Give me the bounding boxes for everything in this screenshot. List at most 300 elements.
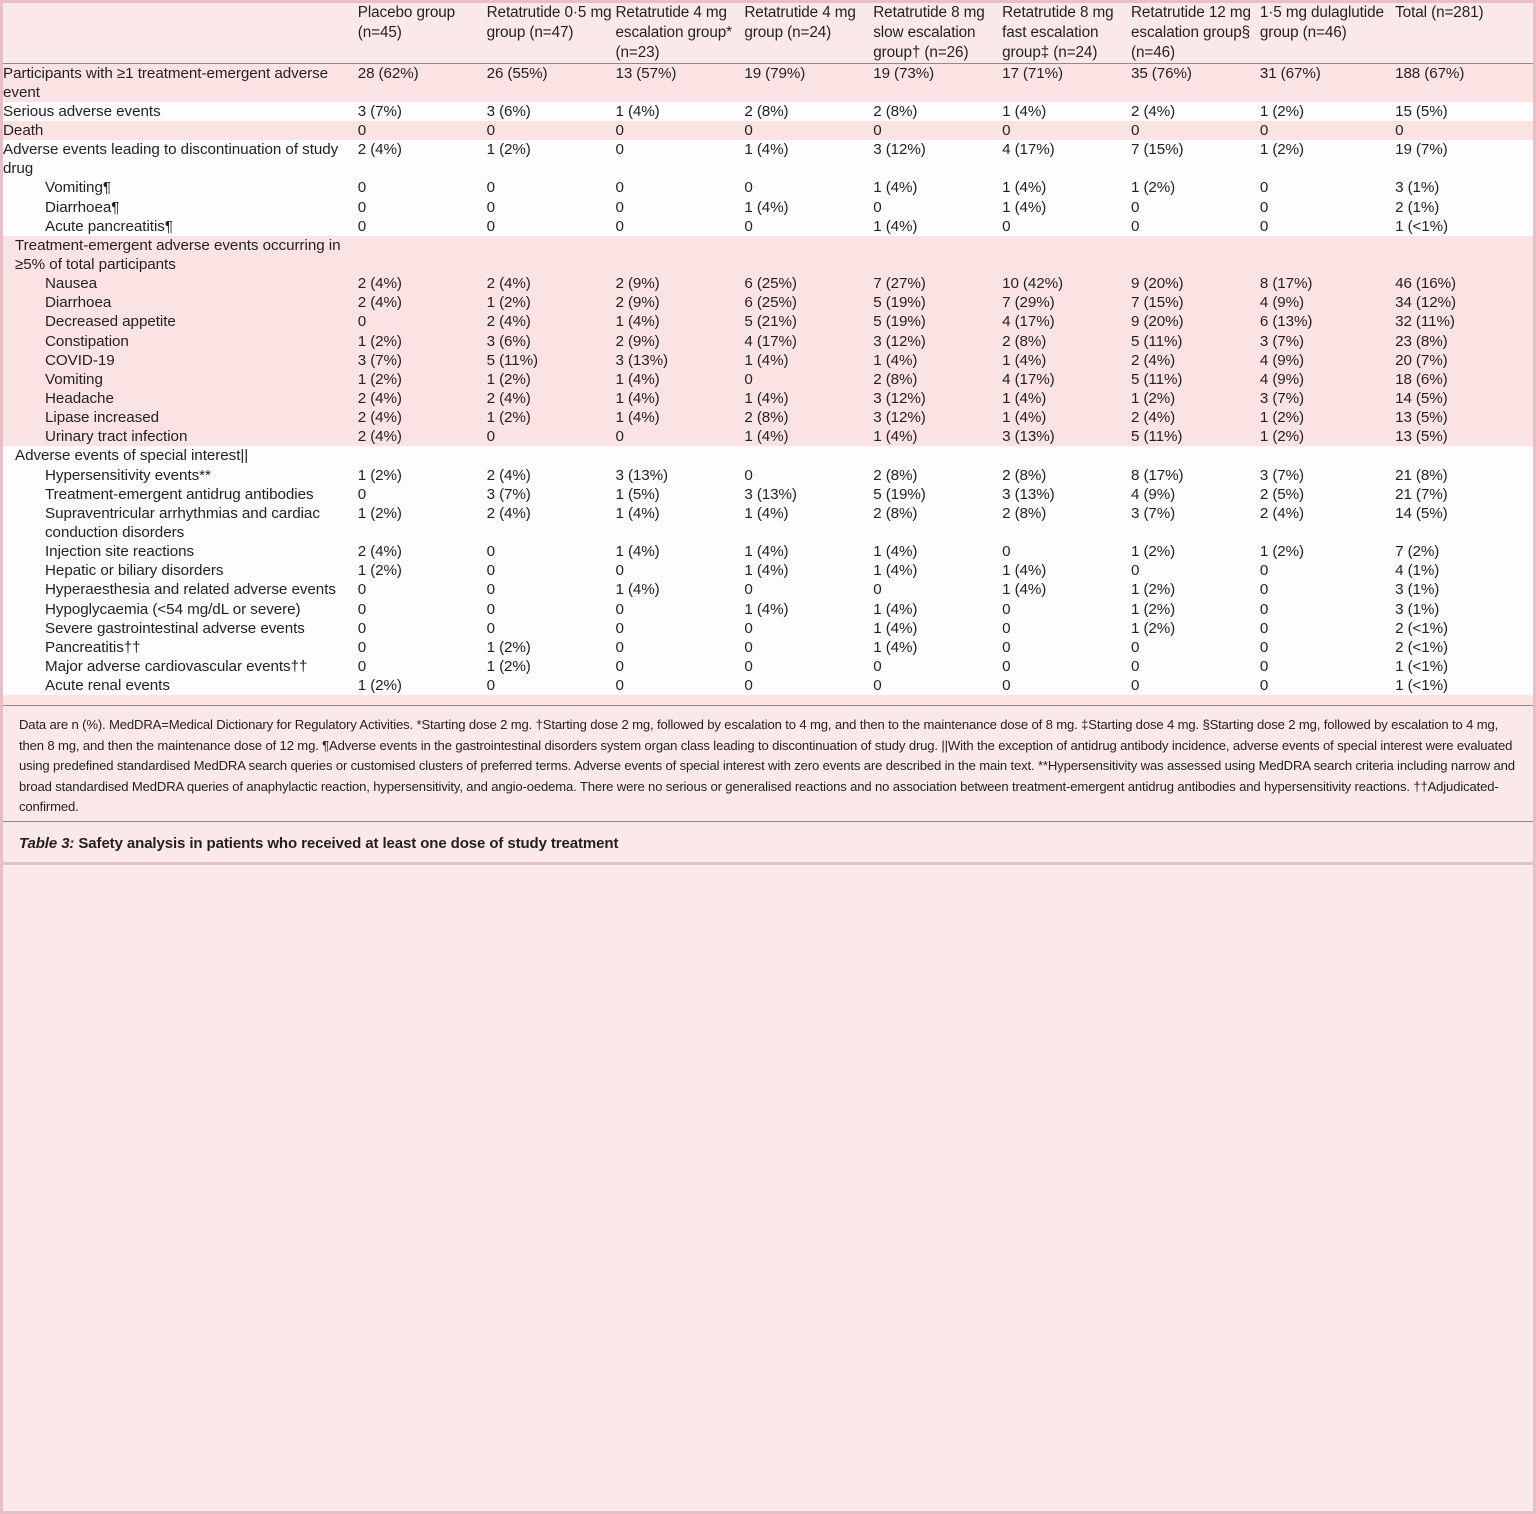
table-row: [3, 504, 1533, 542]
row-label: Constipation: [3, 332, 358, 351]
table-row: [3, 600, 1533, 619]
table-cell: 0: [1260, 580, 1395, 599]
column-header: Retatrutide 4 mg group (n=24): [744, 3, 873, 63]
table-cell: 0: [1395, 121, 1533, 140]
table-cell: 0: [1002, 657, 1131, 676]
table-cell: 19 (73%): [873, 63, 1002, 102]
table-cell: 5 (19%): [873, 312, 1002, 331]
table-cell: 0: [487, 676, 616, 695]
table-row: [3, 657, 1533, 676]
table-cell: 5 (11%): [1131, 332, 1260, 351]
table-cell: 3 (1%): [1395, 600, 1533, 619]
table-cell: 2 (4%): [358, 140, 487, 178]
table-cell: 7 (27%): [873, 274, 1002, 293]
table-cell: 1 (2%): [1131, 580, 1260, 599]
table-cell: 1 (2%): [358, 561, 487, 580]
table-row: [3, 63, 1533, 102]
table-cell: 1 (2%): [1260, 140, 1395, 178]
table-cell: 1 (4%): [744, 427, 873, 446]
table-cell: 1 (2%): [487, 657, 616, 676]
table-cell: 188 (67%): [1395, 63, 1533, 102]
table-cell: 0: [1260, 619, 1395, 638]
table-cell: 0: [1260, 198, 1395, 217]
column-header: Retatrutide 0·5 mg group (n=47): [487, 3, 616, 63]
table-cell: 2 (8%): [1002, 466, 1131, 485]
table-cell: 0: [358, 312, 487, 331]
table-cell: 1 (4%): [873, 638, 1002, 657]
table-row: [3, 198, 1533, 217]
table-cell: 1 (4%): [873, 561, 1002, 580]
table-cell: 1 (4%): [744, 198, 873, 217]
table-cell: 1 (4%): [744, 140, 873, 178]
table-row: [3, 408, 1533, 427]
table-section-row: [3, 446, 1533, 465]
table-cell: 0: [1260, 561, 1395, 580]
table-cell: 2 (8%): [1002, 332, 1131, 351]
table-cell: 0: [744, 676, 873, 695]
table-cell: 1 (4%): [1002, 178, 1131, 197]
table-cell: 1 (4%): [873, 427, 1002, 446]
table-cell: 1 (2%): [1260, 427, 1395, 446]
table-cell: 2 (9%): [615, 332, 744, 351]
row-label: Hepatic or biliary disorders: [3, 561, 358, 580]
section-label: Adverse events of special interest||: [3, 446, 358, 465]
table-cell: [1395, 446, 1533, 465]
row-label: Hypoglycaemia (<54 mg/dL or severe): [3, 600, 358, 619]
table-cell: 0: [358, 198, 487, 217]
table-cell: 0: [744, 580, 873, 599]
table-cell: 4 (17%): [1002, 312, 1131, 331]
table-cell: 3 (13%): [1002, 485, 1131, 504]
table-row: [3, 638, 1533, 657]
table-cell: 0: [1002, 619, 1131, 638]
table-cell: 3 (6%): [487, 102, 616, 121]
table-cell: 2 (8%): [744, 408, 873, 427]
table-cell: 1 (2%): [487, 140, 616, 178]
table-cell: 1 (4%): [744, 389, 873, 408]
table-cell: 1 (4%): [744, 542, 873, 561]
table-cell: 1 (4%): [1002, 102, 1131, 121]
table-cell: [487, 236, 616, 274]
table-cell: 1 (4%): [615, 370, 744, 389]
table-cell: 4 (17%): [1002, 370, 1131, 389]
table-body: [3, 63, 1533, 695]
table-cell: 1 (4%): [873, 542, 1002, 561]
table-cell: 0: [744, 217, 873, 236]
table-cell: 35 (76%): [1131, 63, 1260, 102]
table-cell: 4 (17%): [1002, 140, 1131, 178]
table-row: [3, 580, 1533, 599]
table-cell: 5 (11%): [1131, 370, 1260, 389]
table-cell: 1 (4%): [873, 619, 1002, 638]
table-cell: 2 (8%): [873, 102, 1002, 121]
table-cell: 2 (4%): [487, 274, 616, 293]
table-cell: 4 (1%): [1395, 561, 1533, 580]
table-cell: 3 (12%): [873, 140, 1002, 178]
table-row: [3, 561, 1533, 580]
table-cell: [873, 236, 1002, 274]
table-cell: [615, 446, 744, 465]
table-cell: 0: [1260, 217, 1395, 236]
row-label: Lipase increased: [3, 408, 358, 427]
table-row: [3, 676, 1533, 695]
table-row: [3, 389, 1533, 408]
table-cell: 0: [487, 580, 616, 599]
table-cell: 5 (19%): [873, 293, 1002, 312]
table-row: [3, 312, 1533, 331]
table-cell: 0: [1260, 178, 1395, 197]
table-cell: 1 (2%): [487, 293, 616, 312]
row-label: Decreased appetite: [3, 312, 358, 331]
table-cell: 2 (4%): [487, 504, 616, 542]
table-cell: [873, 446, 1002, 465]
table-cell: 15 (5%): [1395, 102, 1533, 121]
table-cell: 0: [744, 638, 873, 657]
table-cell: 20 (7%): [1395, 351, 1533, 370]
table-cell: 0: [615, 561, 744, 580]
table-cell: 13 (5%): [1395, 427, 1533, 446]
table-cell: 19 (79%): [744, 63, 873, 102]
table-cell: 0: [744, 619, 873, 638]
table-cell: 0: [1002, 676, 1131, 695]
table-cell: 6 (25%): [744, 293, 873, 312]
table-row: [3, 370, 1533, 389]
table-cell: 0: [1131, 676, 1260, 695]
table-cell: 8 (17%): [1260, 274, 1395, 293]
table-cell: 2 (4%): [487, 466, 616, 485]
table-row: [3, 332, 1533, 351]
table-cell: 3 (13%): [615, 351, 744, 370]
table-cell: 0: [873, 657, 1002, 676]
table-cell: 4 (9%): [1260, 293, 1395, 312]
table-cell: 5 (19%): [873, 485, 1002, 504]
caption-block: [3, 821, 1533, 862]
table-cell: 2 (4%): [1131, 102, 1260, 121]
table-cell: [1395, 236, 1533, 274]
table-cell: 1 (4%): [1002, 389, 1131, 408]
table-cell: 2 (4%): [358, 274, 487, 293]
table-cell: 1 (2%): [1131, 600, 1260, 619]
table-cell: 1 (2%): [1260, 408, 1395, 427]
table-cell: 0: [487, 121, 616, 140]
table-cell: 1 (4%): [1002, 408, 1131, 427]
table-cell: 0: [744, 657, 873, 676]
row-label: Nausea: [3, 274, 358, 293]
row-label: Vomiting¶: [3, 178, 358, 197]
table-cell: 6 (13%): [1260, 312, 1395, 331]
table-cell: 31 (67%): [1260, 63, 1395, 102]
table-cell: 34 (12%): [1395, 293, 1533, 312]
table-cell: 3 (7%): [358, 102, 487, 121]
table-cell: 3 (7%): [1131, 504, 1260, 542]
table-cell: 2 (9%): [615, 274, 744, 293]
row-label: COVID-19: [3, 351, 358, 370]
table-cell: 3 (7%): [1260, 389, 1395, 408]
caption-prefix: Table 3:: [19, 835, 75, 853]
table-cell: 0: [1131, 638, 1260, 657]
table-row: [3, 121, 1533, 140]
table-cell: 0: [1002, 638, 1131, 657]
table-cell: 14 (5%): [1395, 504, 1533, 542]
table-cell: 2 (4%): [1260, 504, 1395, 542]
table-cell: 0: [744, 466, 873, 485]
table-row: [3, 542, 1533, 561]
table-cell: 9 (20%): [1131, 274, 1260, 293]
table-cell: 0: [615, 217, 744, 236]
table-cell: 3 (12%): [873, 389, 1002, 408]
row-label: Urinary tract infection: [3, 427, 358, 446]
table-cell: 1 (4%): [615, 408, 744, 427]
table-cell: 4 (9%): [1131, 485, 1260, 504]
table-cell: 1 (4%): [873, 178, 1002, 197]
table-cell: 0: [615, 676, 744, 695]
table-cell: 6 (25%): [744, 274, 873, 293]
table-cell: 1 (4%): [615, 542, 744, 561]
table-cell: [1002, 446, 1131, 465]
table-cell: 0: [615, 140, 744, 178]
footnote-block: [3, 705, 1533, 821]
table-cell: 2 (5%): [1260, 485, 1395, 504]
table-cell: 1 (4%): [873, 217, 1002, 236]
row-label: Hypersensitivity events**: [3, 466, 358, 485]
table-cell: [358, 446, 487, 465]
table-cell: 13 (57%): [615, 63, 744, 102]
row-label: Major adverse cardiovascular events††: [3, 657, 358, 676]
table-caption: [19, 835, 1517, 852]
table-cell: 2 (8%): [873, 466, 1002, 485]
table-cell: 7 (29%): [1002, 293, 1131, 312]
table-cell: 0: [1002, 542, 1131, 561]
table-section-row: [3, 236, 1533, 274]
table-cell: 0: [1131, 657, 1260, 676]
table-cell: 32 (11%): [1395, 312, 1533, 331]
table-cell: 0: [1131, 561, 1260, 580]
table-cell: 1 (4%): [873, 600, 1002, 619]
table-cell: 0: [744, 121, 873, 140]
table-cell: 17 (71%): [1002, 63, 1131, 102]
table-bottom-spacer: [3, 695, 1533, 705]
table-cell: 1 (4%): [1002, 580, 1131, 599]
table-cell: 3 (1%): [1395, 178, 1533, 197]
table-cell: 0: [615, 198, 744, 217]
table-row: [3, 293, 1533, 312]
table-cell: 2 (8%): [873, 504, 1002, 542]
table-row: [3, 351, 1533, 370]
table-cell: 3 (7%): [1260, 466, 1395, 485]
table-cell: 2 (4%): [358, 293, 487, 312]
table-cell: 26 (55%): [487, 63, 616, 102]
footnote-text: Data are n (%). MedDRA=Medical Dictionary for Regulatory Activities. *Starting dose 2 mg. †Starting dose 2 mg, followed by escalation to 4 mg, and then to the maintenance dose of 8 mg. ‡Starting dose 4 mg. §Starting dose 2 mg, followed by escalation to 4 mg, then 8 mg, and then the maintenance dose of 12 mg. ¶Adverse events in the gastrointestinal disorders system organ class leading to discontinuation of study drug. ||With the exception of antidrug antibody incidence, adverse events of special interest were evaluated using predefined standardised MedDRA search queries or customised clusters of preferred terms. Adverse events of special interest with zero events are described in the main text. **Hypersensitivity was assessed using MedDRA search criteria including narrow and broad standardised MedDRA queries of anaphylactic reaction, hypersensitivity, and angio-oedema. There were no serious or generalised reactions and no association between treatment-emergent antidrug antibodies and hypersensitivity reactions. ††Adjudicated-confirmed.: [19, 717, 1515, 814]
table-cell: 0: [358, 657, 487, 676]
table-cell: [1131, 236, 1260, 274]
table-cell: 2 (9%): [615, 293, 744, 312]
table-cell: 1 (2%): [1131, 389, 1260, 408]
table-cell: [1131, 446, 1260, 465]
table-cell: 3 (13%): [744, 485, 873, 504]
table-cell: 1 (4%): [744, 504, 873, 542]
section-label: Treatment-emergent adverse events occurring in ≥5% of total participants: [3, 236, 358, 274]
table-cell: 2 (8%): [744, 102, 873, 121]
table-cell: 1 (<1%): [1395, 217, 1533, 236]
row-label: Severe gastrointestinal adverse events: [3, 619, 358, 638]
table-cell: 14 (5%): [1395, 389, 1533, 408]
table-cell: 9 (20%): [1131, 312, 1260, 331]
table-cell: 0: [873, 580, 1002, 599]
table-cell: 1 (<1%): [1395, 676, 1533, 695]
table-cell: 0: [615, 178, 744, 197]
table-cell: 0: [1260, 657, 1395, 676]
table-cell: [487, 446, 616, 465]
table-cell: 1 (2%): [1260, 102, 1395, 121]
table-cell: [744, 446, 873, 465]
table-cell: 2 (1%): [1395, 198, 1533, 217]
table-cell: 2 (4%): [358, 542, 487, 561]
table-cell: 0: [1131, 217, 1260, 236]
table-cell: 4 (17%): [744, 332, 873, 351]
table-cell: 0: [487, 178, 616, 197]
table-cell: 18 (6%): [1395, 370, 1533, 389]
table-row: [3, 178, 1533, 197]
table-cell: 1 (4%): [1002, 198, 1131, 217]
table-row: [3, 619, 1533, 638]
table-cell: 1 (4%): [615, 504, 744, 542]
column-header: Retatrutide 12 mg escalation group§ (n=46): [1131, 3, 1260, 63]
table-cell: 0: [1260, 121, 1395, 140]
table-cell: 0: [358, 600, 487, 619]
table-cell: 0: [1260, 600, 1395, 619]
table-cell: 46 (16%): [1395, 274, 1533, 293]
row-label: Adverse events leading to discontinuation of study drug: [3, 140, 358, 178]
table-cell: 1 (2%): [1131, 178, 1260, 197]
table-cell: 2 (<1%): [1395, 638, 1533, 657]
table-cell: 0: [487, 427, 616, 446]
table-cell: 1 (4%): [744, 600, 873, 619]
table-cell: 0: [615, 638, 744, 657]
column-header-blank: [3, 3, 358, 63]
table-cell: 10 (42%): [1002, 274, 1131, 293]
table-cell: 23 (8%): [1395, 332, 1533, 351]
row-label: Serious adverse events: [3, 102, 358, 121]
table-cell: 5 (11%): [487, 351, 616, 370]
table-cell: 0: [873, 198, 1002, 217]
table-cell: 1 (2%): [487, 370, 616, 389]
table-cell: 3 (13%): [1002, 427, 1131, 446]
table-cell: 3 (7%): [358, 351, 487, 370]
table-cell: 3 (12%): [873, 332, 1002, 351]
row-label: Pancreatitis††: [3, 638, 358, 657]
column-header: Placebo group (n=45): [358, 3, 487, 63]
table-cell: 0: [487, 619, 616, 638]
table-header: [3, 3, 1533, 63]
table-row: [3, 274, 1533, 293]
table-cell: 2 (4%): [358, 427, 487, 446]
column-header: Retatrutide 4 mg escalation group* (n=23): [615, 3, 744, 63]
table-cell: 1 (4%): [744, 351, 873, 370]
table-cell: 2 (4%): [358, 389, 487, 408]
row-label: Hyperaesthesia and related adverse events: [3, 580, 358, 599]
table-cell: 0: [487, 198, 616, 217]
table-row: [3, 102, 1533, 121]
table-cell: 1 (<1%): [1395, 657, 1533, 676]
table-cell: 3 (7%): [487, 485, 616, 504]
row-label: Acute pancreatitis¶: [3, 217, 358, 236]
table-cell: 2 (4%): [1131, 408, 1260, 427]
table-cell: 21 (8%): [1395, 466, 1533, 485]
bottom-border: [3, 862, 1533, 865]
table-cell: 0: [487, 600, 616, 619]
row-label: Death: [3, 121, 358, 140]
table-cell: 3 (1%): [1395, 580, 1533, 599]
table-cell: 0: [615, 619, 744, 638]
table-cell: 0: [358, 638, 487, 657]
table-cell: 1 (2%): [487, 408, 616, 427]
table-cell: 1 (2%): [358, 332, 487, 351]
table-cell: 0: [615, 600, 744, 619]
row-label: Headache: [3, 389, 358, 408]
table-cell: [744, 236, 873, 274]
table-cell: 3 (6%): [487, 332, 616, 351]
table-row: [3, 217, 1533, 236]
table-cell: 1 (4%): [615, 102, 744, 121]
table-row: [3, 466, 1533, 485]
table-cell: 3 (13%): [615, 466, 744, 485]
table-cell: 1 (4%): [1002, 561, 1131, 580]
table-cell: 0: [1002, 600, 1131, 619]
table-cell: 0: [358, 580, 487, 599]
table-cell: 1 (2%): [358, 370, 487, 389]
row-label: Injection site reactions: [3, 542, 358, 561]
table-row: [3, 427, 1533, 446]
table-cell: 7 (2%): [1395, 542, 1533, 561]
column-header: 1·5 mg dulaglutide group (n=46): [1260, 3, 1395, 63]
table-cell: 0: [744, 370, 873, 389]
table-cell: 19 (7%): [1395, 140, 1533, 178]
table-cell: 1 (2%): [358, 466, 487, 485]
table-cell: [1002, 236, 1131, 274]
table-cell: 7 (15%): [1131, 293, 1260, 312]
table-cell: 1 (2%): [358, 504, 487, 542]
table-cell: 2 (8%): [873, 370, 1002, 389]
table-cell: 1 (4%): [744, 561, 873, 580]
table-cell: 1 (5%): [615, 485, 744, 504]
row-label: Diarrhoea¶: [3, 198, 358, 217]
row-label: Acute renal events: [3, 676, 358, 695]
table-cell: 0: [615, 427, 744, 446]
table-cell: 0: [1131, 121, 1260, 140]
table-cell: 0: [1260, 638, 1395, 657]
table-cell: 2 (8%): [1002, 504, 1131, 542]
table-cell: 4 (9%): [1260, 351, 1395, 370]
table-cell: 28 (62%): [358, 63, 487, 102]
table-cell: [1260, 236, 1395, 274]
table-cell: 0: [358, 217, 487, 236]
table-cell: 1 (2%): [1260, 542, 1395, 561]
table-row: [3, 140, 1533, 178]
table-cell: 0: [873, 676, 1002, 695]
table-cell: 0: [744, 178, 873, 197]
column-header: Retatrutide 8 mg fast escalation group‡ (n=24): [1002, 3, 1131, 63]
table-cell: 1 (4%): [873, 351, 1002, 370]
table-cell: 2 (4%): [487, 389, 616, 408]
table-cell: 0: [358, 121, 487, 140]
table-cell: [615, 236, 744, 274]
table-cell: 2 (4%): [358, 408, 487, 427]
table-cell: 0: [1131, 198, 1260, 217]
table-cell: 2 (<1%): [1395, 619, 1533, 638]
table-cell: 0: [615, 657, 744, 676]
table-cell: 2 (4%): [487, 312, 616, 331]
table-cell: 0: [615, 121, 744, 140]
